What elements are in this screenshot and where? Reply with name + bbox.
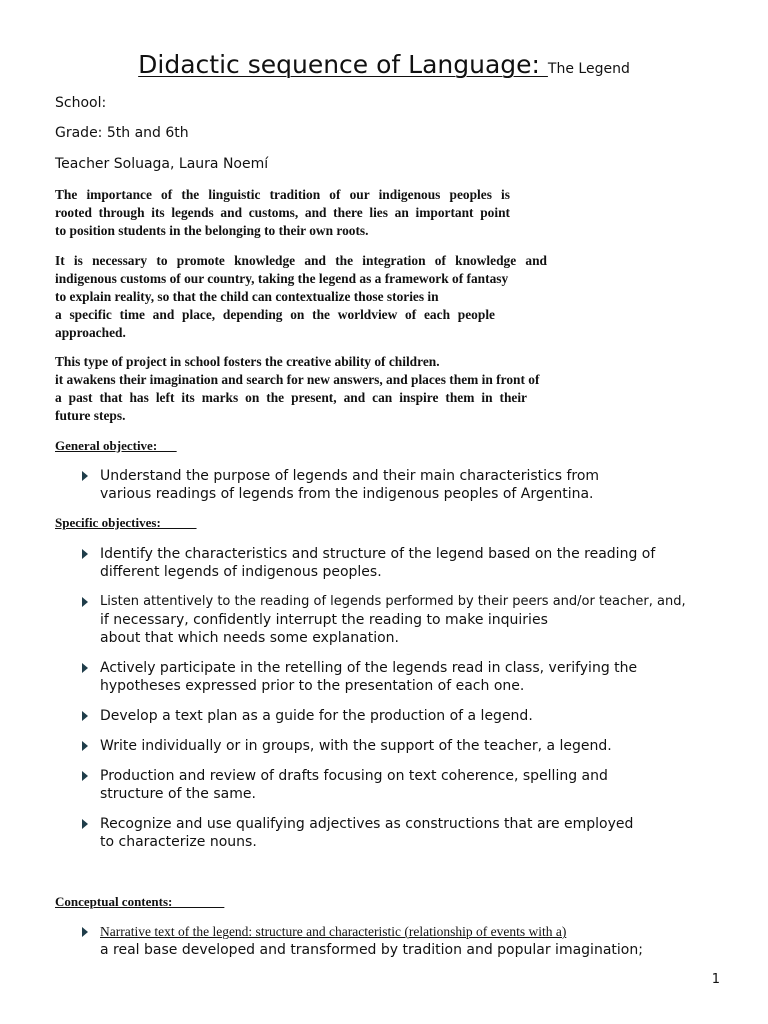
paragraph-line: it awakens their imagination and search for new answers, and places them in front of — [55, 372, 540, 387]
paragraph-line: It is necessary to promote knowledge and the integration of knowledge and — [55, 253, 547, 268]
paragraph-3 — [55, 353, 565, 425]
bullet-line: Recognize and use qualifying adjectives as constructions that are employed — [100, 816, 634, 832]
paragraph-line: a specific time and place, depending on the worldview of each people — [55, 307, 495, 322]
bullet-line: Develop a text plan as a guide for the production of a legend. — [100, 708, 533, 724]
paragraph-line: The importance of the linguistic tradition of our indigenous peoples is — [55, 187, 510, 202]
grade-line: Grade: 5th and 6th — [55, 125, 189, 141]
school-label: School: — [55, 95, 107, 111]
conceptual-contents-heading: Conceptual contents: — [55, 894, 225, 909]
specific-objective-item — [82, 659, 722, 695]
paragraph-line: This type of project in school fosters the creative ability of children. — [55, 354, 440, 369]
specific-objective-item — [82, 593, 722, 647]
bullet-arrow-icon — [82, 819, 88, 829]
bullet-line: Listen attentively to the reading of legends performed by their peers and/or teacher, and, — [100, 594, 686, 609]
bullet-line: Narrative text of the legend: structure and characteristic (relationship of events with a) — [100, 924, 567, 939]
paragraph-line: a past that has left its marks on the present, and can inspire them in their — [55, 390, 527, 405]
specific-objective-item — [82, 767, 722, 803]
bullet-line: to characterize nouns. — [100, 834, 257, 850]
paragraph-line: future steps. — [55, 408, 126, 423]
bullet-line: Actively participate in the retelling of the legends read in class, verifying the — [100, 660, 638, 676]
title-sub: The Legend — [547, 61, 630, 77]
bullet-arrow-icon — [82, 771, 88, 781]
general-objective-item — [82, 467, 722, 503]
conceptual-content-item — [82, 923, 722, 959]
paragraph-2 — [55, 252, 547, 342]
bullet-arrow-icon — [82, 663, 88, 673]
bullet-line: Understand the purpose of legends and their main characteristics from — [100, 468, 600, 484]
bullet-line: if necessary, confidently interrupt the reading to make inquiries — [100, 612, 548, 628]
bullet-line: a real base developed and transformed by tradition and popular imagination; — [100, 942, 643, 958]
page-number: 1 — [711, 972, 720, 987]
specific-objective-item — [82, 545, 722, 581]
bullet-line: Production and review of drafts focusing on text coherence, spelling and — [100, 768, 608, 784]
teacher-line: Teacher Soluaga, Laura Noemí — [55, 156, 269, 172]
specific-objective-item — [82, 707, 722, 725]
paragraph-line: indigenous customs of our country, taking the legend as a framework of fantasy — [55, 271, 509, 286]
specific-objective-item — [82, 737, 722, 755]
specific-objective-item — [82, 815, 722, 851]
document-title — [0, 50, 768, 79]
general-objective-heading: General objective: — [55, 438, 177, 453]
bullet-line: Write individually or in groups, with the support of the teacher, a legend. — [100, 738, 612, 754]
bullet-arrow-icon — [82, 549, 88, 559]
paragraph-line: to explain reality, so that the child can contextualize those stories in — [55, 289, 439, 304]
paragraph-line: to position students in the belonging to their own roots. — [55, 223, 369, 238]
bullet-arrow-icon — [82, 741, 88, 751]
bullet-arrow-icon — [82, 711, 88, 721]
bullet-line: different legends of indigenous peoples. — [100, 564, 382, 580]
paragraph-line: rooted through its legends and customs, and there lies an important point — [55, 205, 510, 220]
paragraph-1 — [55, 186, 510, 240]
bullet-line: Identify the characteristics and structure of the legend based on the reading of — [100, 546, 656, 562]
bullet-arrow-icon — [82, 597, 88, 607]
specific-objectives-heading: Specific objectives: — [55, 515, 197, 530]
bullet-line: various readings of legends from the indigenous peoples of Argentina. — [100, 486, 594, 502]
bullet-line: about that which needs some explanation. — [100, 630, 399, 646]
bullet-arrow-icon — [82, 471, 88, 481]
bullet-arrow-icon — [82, 927, 88, 937]
bullet-line: hypotheses expressed prior to the presentation of each one. — [100, 678, 525, 694]
title-main: Didactic sequence of Language: — [138, 50, 548, 79]
paragraph-line: approached. — [55, 325, 126, 340]
bullet-line: structure of the same. — [100, 786, 256, 802]
